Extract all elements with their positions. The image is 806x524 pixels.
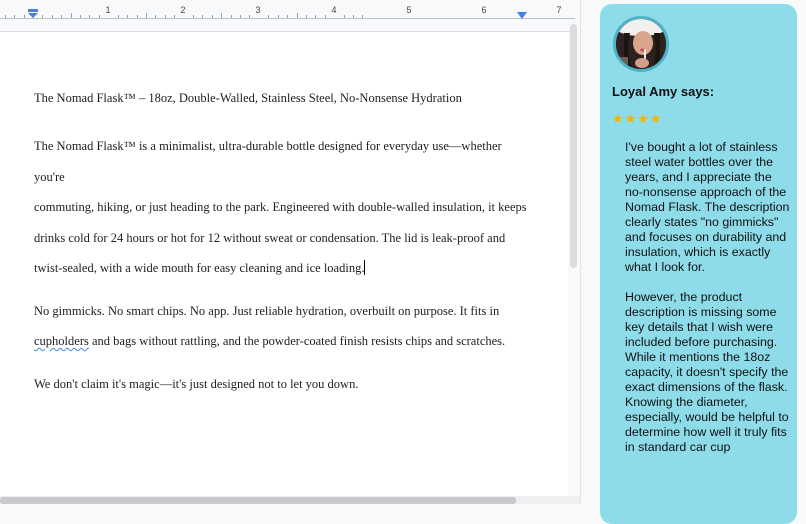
- ruler-tick: [353, 15, 354, 18]
- ruler-number: 1: [105, 5, 111, 15]
- ruler-tick: [297, 13, 298, 18]
- ruler-tick: [174, 15, 175, 18]
- ruler-tick: [193, 15, 194, 18]
- ruler-number: 3: [255, 5, 261, 15]
- star-icon: ★: [612, 111, 625, 126]
- star-icon: ★: [637, 111, 650, 126]
- ruler-tick: [278, 15, 279, 18]
- review-paragraph-2: However, the product description is missing some key details that I wish were included before purchasing. While it mentions the 18oz capacity, it doesn't specify the exact dimensions of the flask. Knowing the diameter, especially, would be helpful to determine how well it truly fits in standard car cup: [625, 290, 789, 454]
- ruler-tick: [14, 15, 15, 18]
- p2-line-2: and bags without rattling, and the powder-coated finish resists chips and scratches.: [88, 334, 506, 348]
- ruler-tick: [99, 15, 100, 18]
- spellcheck-word[interactable]: cupholders: [34, 334, 89, 348]
- ruler-tick: [240, 15, 241, 18]
- paragraph-3: We don't claim it's magic—it's just designed not to let you down.: [34, 376, 359, 391]
- review-text: [625, 140, 793, 470]
- p1-line-2: commuting, hiking, or just heading to the park. Engineered with double-walled insulation, it keeps: [34, 200, 527, 214]
- ruler-tick: [202, 15, 203, 18]
- avatar: [613, 16, 669, 72]
- left-indent-marker-icon[interactable]: [28, 9, 38, 18]
- ruler-tick: [249, 15, 250, 18]
- ruler-tick: [306, 15, 307, 18]
- document-body[interactable]: [34, 89, 534, 411]
- star-icon: ★: [624, 111, 638, 126]
- ruler-tick: [80, 15, 81, 18]
- ruler-number: 6: [481, 5, 487, 15]
- right-indent-marker-icon[interactable]: [517, 12, 527, 19]
- star-icon: ★: [649, 111, 663, 126]
- vertical-scrollbar[interactable]: [570, 24, 577, 268]
- ruler-tick: [362, 15, 363, 18]
- ruler-tick: [118, 15, 119, 18]
- ruler-tick: [325, 15, 326, 18]
- panel-divider: [580, 0, 581, 504]
- ruler-tick: [24, 15, 25, 18]
- ruler-tick: [212, 15, 213, 18]
- review-paragraph-1: I've bought a lot of stainless steel water bottles over the years, and I appreciate the no-nonsense approach of the Nomad Flask. The description clearly states "no gimmicks" and focuses on durability and insulation, which is exactly what I look for.: [625, 140, 790, 274]
- ruler-tick: [231, 15, 232, 18]
- ruler-tick: [61, 15, 62, 18]
- ruler-number: 7: [556, 5, 562, 15]
- ruler-tick: [344, 15, 345, 18]
- document-title-line: The Nomad Flask™ – 18oz, Double-Walled, Stainless Steel, No-Nonsense Hydration: [34, 91, 462, 105]
- ruler-tick: [5, 15, 6, 18]
- ruler-tick: [315, 15, 316, 18]
- ruler-tick: [221, 13, 222, 18]
- p1-line-1: The Nomad Flask™ is a minimalist, ultra-durable bottle designed for everyday use—whether you're: [34, 139, 502, 184]
- ruler-number: 2: [180, 5, 186, 15]
- ruler-tick: [137, 15, 138, 18]
- ruler-tick: [155, 15, 156, 18]
- ruler-tick: [89, 15, 90, 18]
- ruler-tick: [52, 15, 53, 18]
- ruler-tick: [127, 15, 128, 18]
- reviewer-name: Loyal Amy says:: [612, 84, 715, 99]
- reviewer-photo-icon: [616, 19, 666, 69]
- ruler-tick: [146, 13, 147, 18]
- paragraph-1: [34, 131, 534, 284]
- ruler-number: 4: [331, 5, 337, 15]
- paragraph-2: [34, 296, 534, 357]
- p1-line-3: drinks cold for 24 hours or hot for 12 without sweat or condensation. The lid is leak-proof and: [34, 230, 506, 245]
- ruler-baseline: [0, 18, 575, 19]
- ruler-tick: [268, 15, 269, 18]
- ruler-tick: [42, 15, 43, 18]
- p2-line-1: No gimmicks. No smart chips. No app. Just reliable hydration, overbuilt on purpose. It fits in: [34, 303, 500, 318]
- horizontal-scrollbar[interactable]: [0, 497, 516, 504]
- review-card: [600, 4, 797, 524]
- text-cursor: [364, 260, 365, 275]
- horizontal-ruler[interactable]: [0, 0, 575, 22]
- ruler-tick: [165, 15, 166, 18]
- ruler-tick: [287, 15, 288, 18]
- ruler-tick: [71, 13, 72, 18]
- star-rating: [612, 111, 663, 127]
- p1-line-4: twist-sealed, with a wide mouth for easy cleaning and ice loading.: [34, 261, 365, 275]
- ruler-number: 5: [406, 5, 412, 15]
